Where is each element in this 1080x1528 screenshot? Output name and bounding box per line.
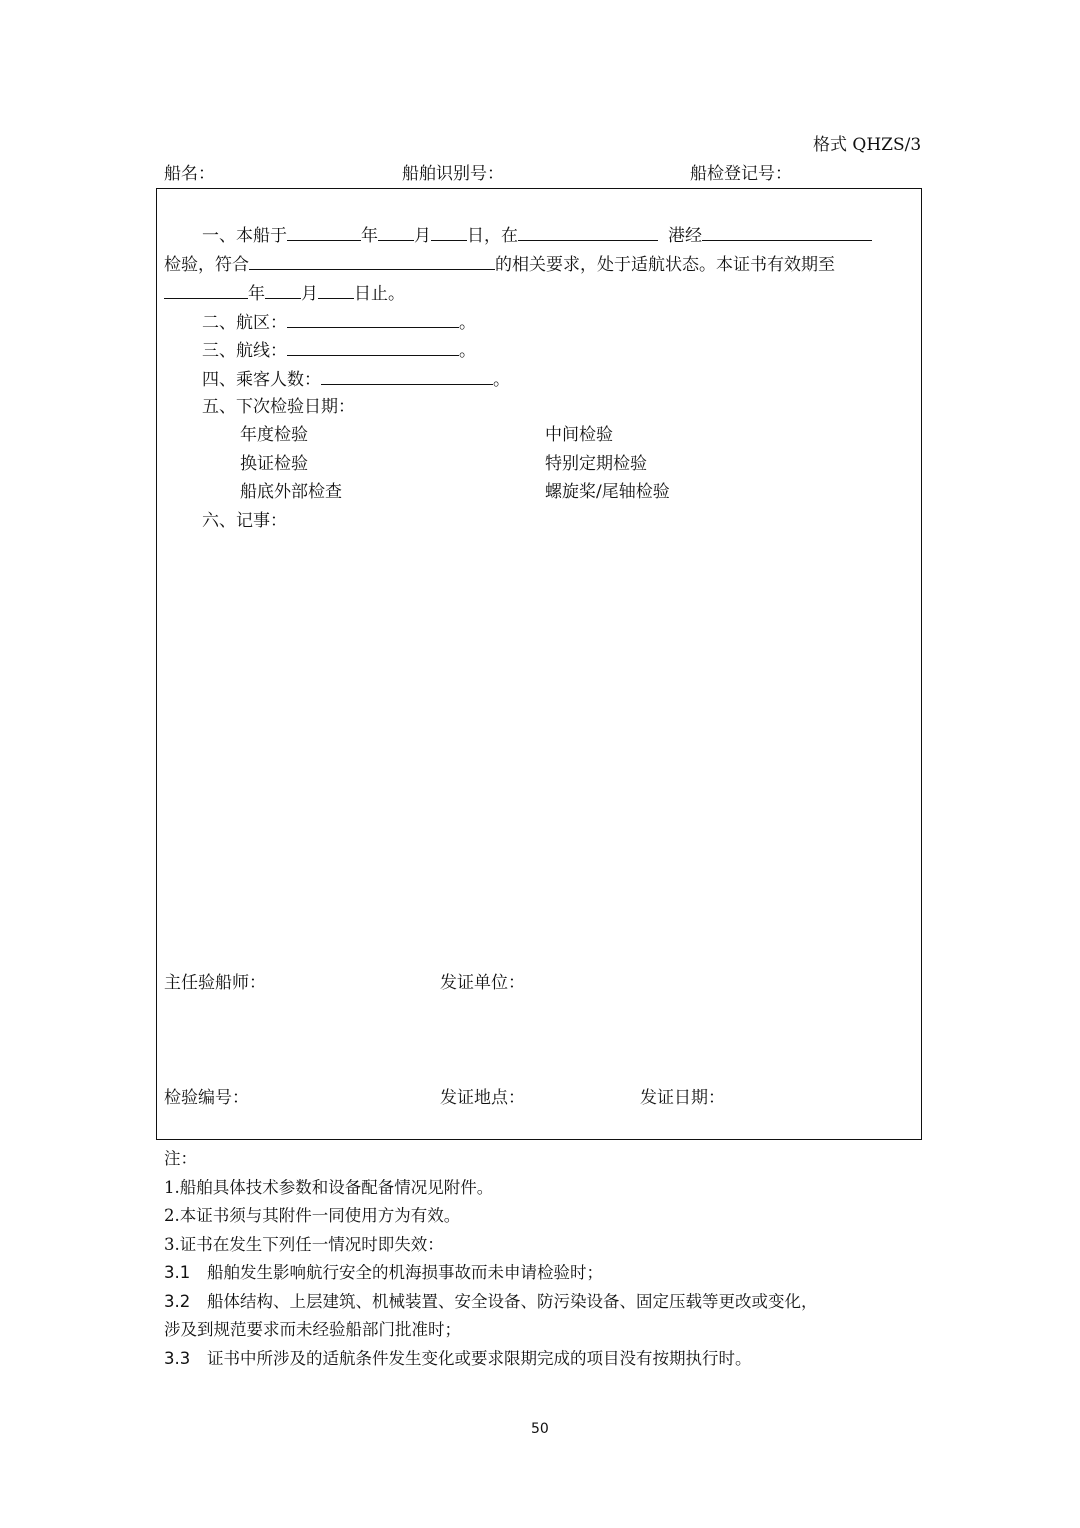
survey-line-1 bbox=[202, 224, 872, 247]
renewal-inspection-label: 换证检验 bbox=[240, 454, 308, 474]
day-at-text: 日，在 bbox=[467, 226, 518, 246]
note-3-1 bbox=[164, 1262, 603, 1284]
period: 。 bbox=[459, 313, 476, 333]
note-number: 3.1 bbox=[164, 1263, 191, 1282]
note-3-2-continued: 涉及到规范要求而未经验船部门批准时； bbox=[164, 1320, 461, 1339]
survey-type-blank[interactable] bbox=[702, 224, 872, 241]
annual-inspection-label: 年度检验 bbox=[240, 425, 308, 445]
survey-month-blank[interactable] bbox=[378, 224, 414, 241]
ship-name-label: 船名： bbox=[164, 164, 215, 184]
survey-year-blank[interactable] bbox=[287, 224, 361, 241]
propeller-shaft-inspection-label: 螺旋桨/尾轴检验 bbox=[545, 482, 670, 502]
note-3: 3.证书在发生下列任一情况时即失效： bbox=[164, 1235, 444, 1254]
special-periodic-inspection-label: 特别定期检验 bbox=[545, 454, 647, 474]
validity-text: 的相关要求，处于适航状态。本证书有效期至 bbox=[495, 255, 835, 275]
navigation-area-row bbox=[202, 311, 476, 334]
survey-port-blank[interactable] bbox=[518, 224, 658, 241]
route-label: 三、航线： bbox=[202, 341, 287, 361]
survey-day-blank[interactable] bbox=[431, 224, 467, 241]
inspection-number-label: 检验编号： bbox=[164, 1088, 249, 1108]
registration-label: 船检登记号： bbox=[690, 164, 792, 184]
route-row bbox=[202, 339, 476, 362]
issuing-unit-label: 发证单位： bbox=[440, 973, 525, 993]
comply-text: 检验，符合 bbox=[164, 255, 249, 275]
note-2: 2.本证书须与其附件一同使用方为有效。 bbox=[164, 1206, 461, 1225]
passengers-blank[interactable] bbox=[321, 368, 493, 385]
issue-place-label: 发证地点： bbox=[440, 1088, 525, 1108]
route-blank[interactable] bbox=[287, 339, 459, 356]
note-text: 船舶发生影响航行安全的机海损事故而未申请检验时； bbox=[207, 1263, 603, 1282]
issue-date-label: 发证日期： bbox=[640, 1088, 725, 1108]
period: 。 bbox=[459, 341, 476, 361]
intermediate-inspection-label: 中间检验 bbox=[545, 425, 613, 445]
chief-surveyor-label: 主任验船师： bbox=[164, 973, 266, 993]
remarks-label: 六、记事： bbox=[202, 511, 287, 531]
note-3-2 bbox=[164, 1291, 818, 1313]
expiry-day-blank[interactable] bbox=[318, 282, 354, 299]
next-inspection-label: 五、下次检验日期： bbox=[202, 397, 355, 417]
day-end-text: 日止。 bbox=[354, 284, 405, 304]
period: 。 bbox=[493, 370, 510, 390]
passengers-row bbox=[202, 368, 510, 391]
month-char: 月 bbox=[301, 284, 318, 304]
page-number: 50 bbox=[531, 1421, 549, 1437]
note-3-3 bbox=[164, 1348, 752, 1370]
bottom-external-inspection-label: 船底外部检查 bbox=[240, 482, 342, 502]
navigation-area-blank[interactable] bbox=[287, 311, 459, 328]
note-number: 3.2 bbox=[164, 1292, 191, 1311]
note-number: 3.3 bbox=[164, 1349, 191, 1368]
year-char: 年 bbox=[361, 226, 378, 246]
expiry-year-blank[interactable] bbox=[164, 282, 248, 299]
format-code: 格式 QHZS/3 bbox=[813, 135, 922, 155]
note-text: 船体结构、上层建筑、机械装置、安全设备、防污染设备、固定压载等更改或变化， bbox=[207, 1292, 818, 1311]
survey-line-2 bbox=[164, 253, 835, 276]
notes-title: 注： bbox=[164, 1149, 197, 1168]
expiry-month-blank[interactable] bbox=[265, 282, 301, 299]
year-char: 年 bbox=[248, 284, 265, 304]
passengers-label: 四、乘客人数： bbox=[202, 370, 321, 390]
survey-intro-text: 一、本船于 bbox=[202, 226, 287, 246]
survey-line-3 bbox=[164, 282, 405, 305]
month-char: 月 bbox=[414, 226, 431, 246]
port-via-text: 港经 bbox=[668, 226, 702, 246]
rules-blank[interactable] bbox=[249, 253, 495, 270]
navigation-area-label: 二、航区： bbox=[202, 313, 287, 333]
ship-id-label: 船舶识别号： bbox=[402, 164, 504, 184]
note-text: 证书中所涉及的适航条件发生变化或要求限期完成的项目没有按期执行时。 bbox=[207, 1349, 752, 1368]
note-1: 1.船舶具体技术参数和设备配备情况见附件。 bbox=[164, 1178, 494, 1197]
